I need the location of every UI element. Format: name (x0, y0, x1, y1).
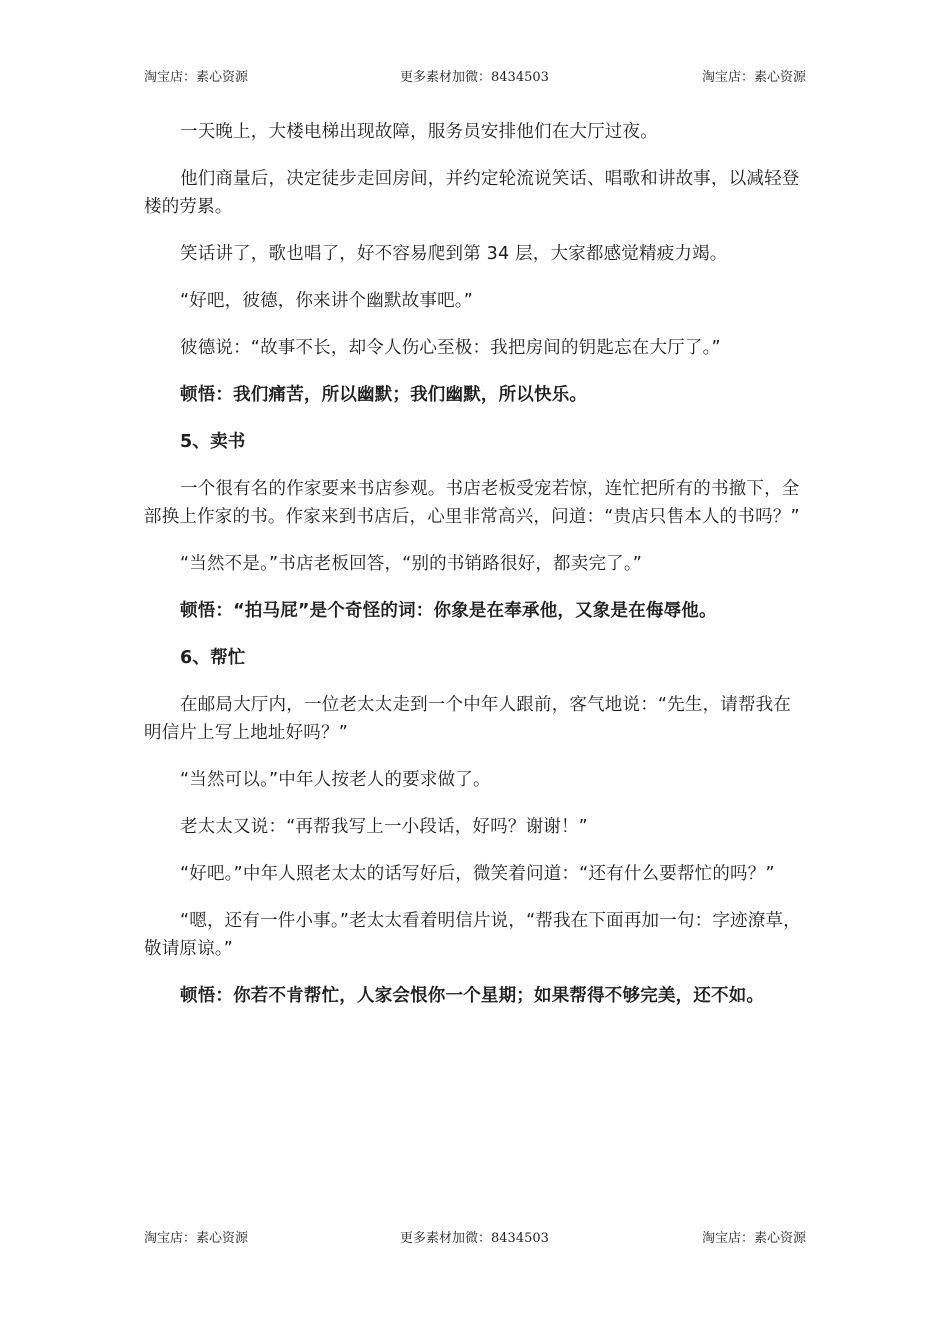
paragraph: 彼德说：“故事不长，却令人伤心至极：我把房间的钥匙忘在大厅了。” (180, 338, 721, 358)
header-center-text: 更多素材加微：8434503 (400, 70, 549, 85)
paragraph: “当然不是。”书店老板回答，“别的书销路很好，都卖完了。” (180, 554, 643, 574)
paragraph: 一个很有名的作家要来书店参观。书店老板受宠若惊，连忙把所有的书撤下，全部换上作家的书。作家来到书店后，心里非常高兴，问道：“贵店只售本人的书吗？” (144, 479, 800, 527)
section-heading: 5、卖书 (180, 432, 246, 452)
insight-paragraph: 顿悟：我们痛苦，所以幽默；我们幽默，所以快乐。 (180, 385, 588, 405)
paragraph: 在邮局大厅内，一位老太太走到一个中年人跟前，客气地说：“先生，请帮我在明信片上写上地址好吗？” (144, 695, 792, 743)
insight-paragraph: 顿悟：你若不肯帮忙，人家会恨你一个星期；如果帮得不够完美，还不如。 (180, 986, 765, 1006)
header-right-text: 淘宝店：素心资源 (701, 70, 806, 85)
paragraph: 老太太又说：“再帮我写上一小段话，好吗？谢谢！” (180, 817, 588, 837)
paragraph: 一天晚上，大楼电梯出现故障，服务员安排他们在大厅过夜。 (180, 122, 658, 142)
paragraph: “好吧，彼德，你来讲个幽默故事吧。” (180, 291, 473, 311)
paragraph: “好吧。”中年人照老太太的话写好后，微笑着问道：“还有什么要帮忙的吗？” (180, 864, 775, 884)
footer-left-text: 淘宝店：素心资源 (144, 1231, 249, 1246)
paragraph: 他们商量后，决定徒步走回房间，并约定轮流说笑话、唱歌和讲故事，以减轻登楼的劳累。 (144, 169, 800, 217)
paragraph: 笑话讲了，歌也唱了，好不容易爬到第 34 层，大家都感觉精疲力竭。 (180, 244, 728, 264)
document-body (144, 118, 806, 1029)
header-left-text: 淘宝店：素心资源 (144, 70, 249, 85)
insight-paragraph: 顿悟：“拍马屁”是个奇怪的词：你象是在奉承他，又象是在侮辱他。 (180, 601, 717, 621)
paragraph: “嗯，还有一件小事。”老太太看着明信片说，“帮我在下面再加一句：字迹潦草，敬请原谅。” (144, 911, 801, 959)
footer-right-text: 淘宝店：素心资源 (701, 1231, 806, 1246)
footer-center-text: 更多素材加微：8434503 (400, 1231, 549, 1246)
paragraph: “当然可以。”中年人按老人的要求做了。 (180, 770, 491, 790)
section-heading: 6、帮忙 (180, 648, 246, 668)
